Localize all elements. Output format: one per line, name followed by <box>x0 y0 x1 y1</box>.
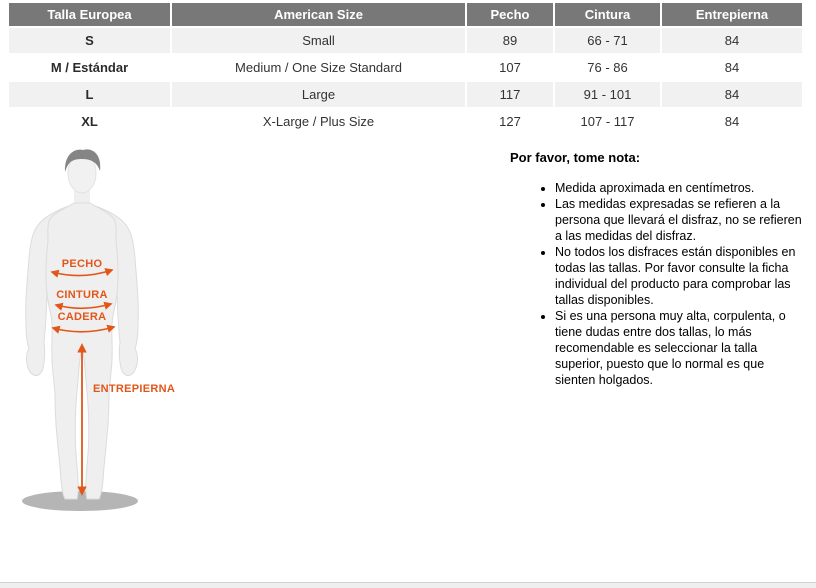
cell-entrepierna: 84 <box>662 109 802 134</box>
cell-pecho: 117 <box>467 82 553 107</box>
table-header-row <box>9 3 802 26</box>
cell-pecho: 127 <box>467 109 553 134</box>
cell-american-size: X-Large / Plus Size <box>172 109 465 134</box>
body-measurement-diagram <box>0 145 500 520</box>
chest-measure-label: PECHO <box>61 258 103 270</box>
notes-list <box>510 180 806 388</box>
floor-shadow <box>22 491 138 511</box>
table-row-l <box>9 82 802 107</box>
waist-measure-label: CINTURA <box>56 289 108 301</box>
notes-title: Por favor, tome nota: <box>510 150 641 165</box>
header-cell-talla-europea: Talla Europea <box>9 3 170 26</box>
header-cell-cintura: Cintura <box>555 3 660 26</box>
note-item: • Medida aproximada en centímetros. <box>555 180 806 196</box>
cell-cintura: 76 - 86 <box>555 55 660 80</box>
cell-american-size: Large <box>172 82 465 107</box>
size-chart-table <box>7 1 804 136</box>
bottom-divider <box>0 582 816 588</box>
table-row-m <box>9 55 802 80</box>
note-item: • Las medidas expresadas se refieren a la persona que llevará el disfraz, no se refieren a las medidas del disfraz. <box>555 196 806 244</box>
cell-size: S <box>9 28 170 53</box>
cell-pecho: 107 <box>467 55 553 80</box>
man-silhouette-icon <box>10 145 160 517</box>
cell-pecho: 89 <box>467 28 553 53</box>
cell-entrepierna: 84 <box>662 28 802 53</box>
cell-entrepierna: 84 <box>662 55 802 80</box>
cell-size: L <box>9 82 170 107</box>
header-cell-entrepierna: Entrepierna <box>662 3 802 26</box>
cell-size: XL <box>9 109 170 134</box>
inseam-measure-label: ENTREPIERNA <box>93 383 176 395</box>
cell-cintura: 107 - 117 <box>555 109 660 134</box>
notes-section <box>510 150 806 388</box>
header-cell-american-size: American Size <box>172 3 465 26</box>
cell-american-size: Medium / One Size Standard <box>172 55 465 80</box>
cell-cintura: 91 - 101 <box>555 82 660 107</box>
cell-cintura: 66 - 71 <box>555 28 660 53</box>
hip-measure-label: CADERA <box>57 311 107 323</box>
table-row-xl <box>9 109 802 134</box>
table-row-s <box>9 28 802 53</box>
note-item: • Si es una persona muy alta, corpulenta, o tiene dudas entre dos tallas, lo más recomendable es seleccionar la talla superior, puesto que lo normal es que sienten holgados. <box>555 308 806 388</box>
cell-american-size: Small <box>172 28 465 53</box>
note-item: • No todos los disfraces están disponibles en todas las tallas. Por favor consulte la ficha individual del producto para comprobar las tallas disponibles. <box>555 244 806 308</box>
cell-size: M / Estándar <box>9 55 170 80</box>
header-cell-pecho: Pecho <box>467 3 553 26</box>
cell-entrepierna: 84 <box>662 82 802 107</box>
